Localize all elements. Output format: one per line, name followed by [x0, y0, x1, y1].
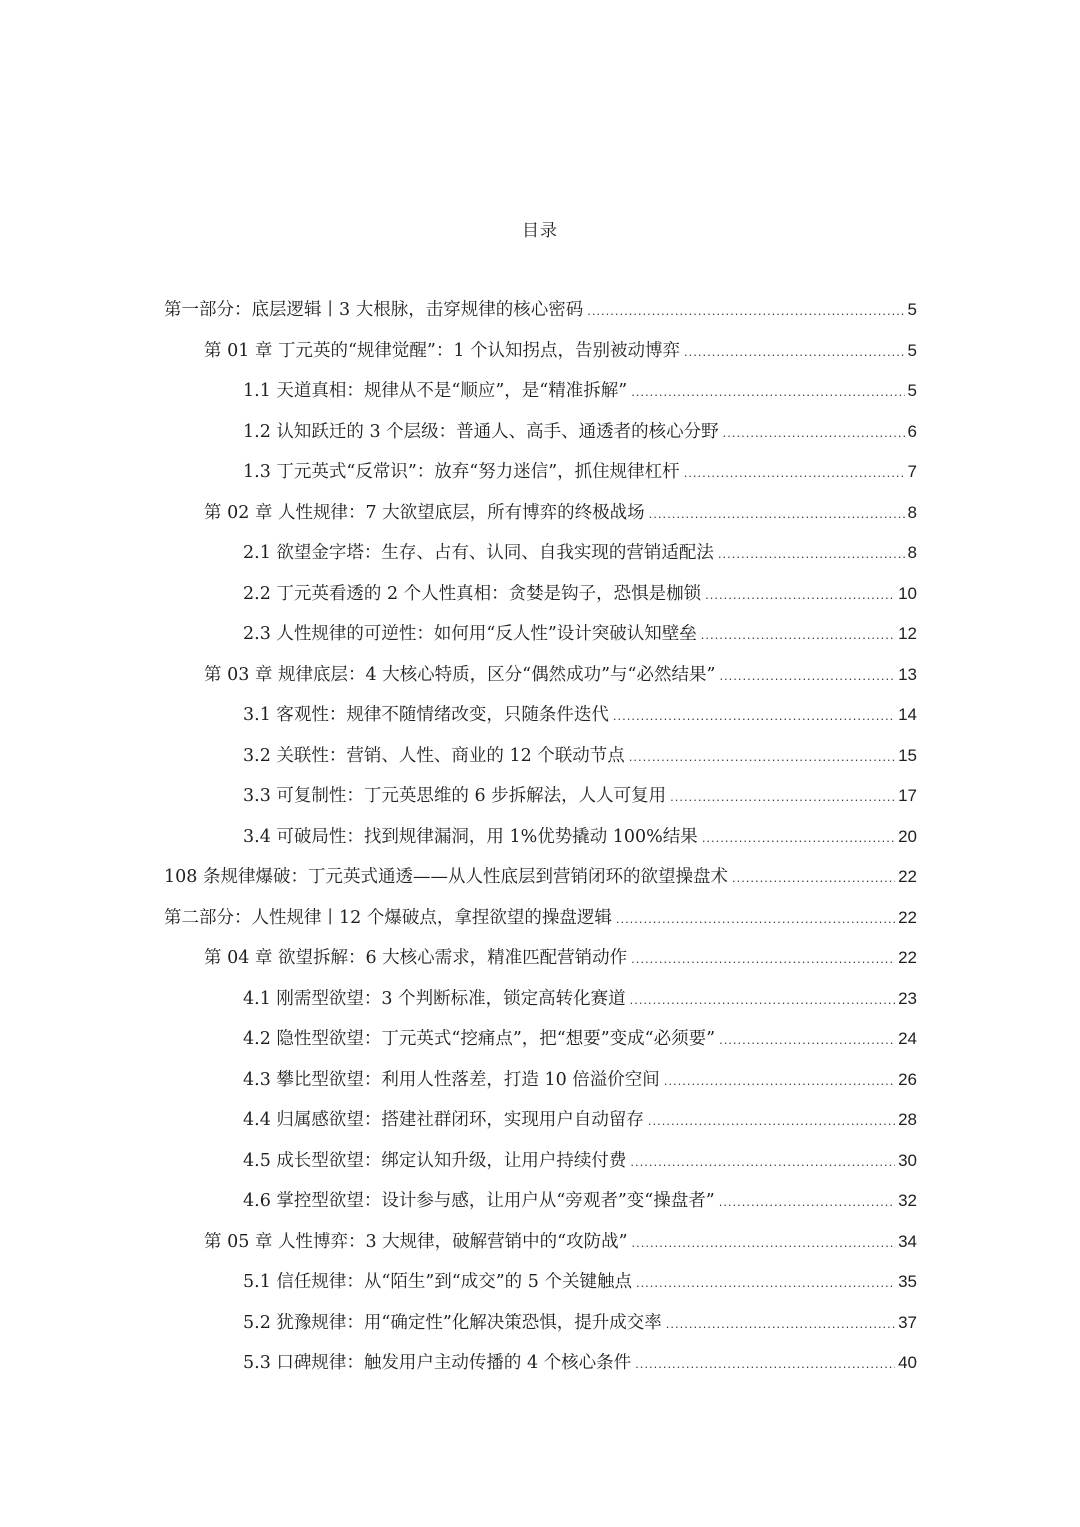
toc-entry-title: 4.3 攀比型欲望：利用人性落差，打造 10 倍溢价空间 — [243, 1069, 660, 1090]
toc-entry[interactable] — [164, 1100, 917, 1141]
toc-page-number: 35 — [898, 1272, 917, 1291]
toc-entry-title: 4.6 掌控型欲望：设计参与感，让用户从“旁观者”变“操盘者” — [243, 1191, 715, 1211]
toc-entry-title: 第 04 章 欲望拆解：6 大核心需求，精准匹配营销动作 — [204, 948, 628, 968]
toc-page-number: 28 — [898, 1110, 917, 1129]
toc-page-number: 37 — [898, 1312, 917, 1332]
toc-page-number: 32 — [898, 1191, 917, 1210]
dot-leader — [649, 494, 905, 534]
toc-page-number: 22 — [898, 907, 917, 927]
toc-entry-title: 5.2 犹豫规律：用“确定性”化解决策恐惧，提升成交率 — [243, 1312, 662, 1333]
toc-page-number: 8 — [907, 502, 917, 522]
toc-entry[interactable] — [164, 1222, 917, 1263]
toc-entry-title: 1.2 认知跃迁的 3 个层级：普通人、高手、通透者的核心分野 — [243, 421, 719, 442]
toc-entry-title: 第 05 章 人性博弈：3 大规律，破解营销中的“攻防战” — [204, 1231, 628, 1252]
dot-leader — [701, 615, 895, 655]
toc-entry[interactable] — [164, 331, 917, 372]
toc-entry-title: 第 01 章 丁元英的“规律觉醒”：1 个认知拐点，告别被动博弈 — [204, 340, 681, 361]
toc-entry-title: 2.2 丁元英看透的 2 个人性真相：贪婪是钩子，恐惧是枷锁 — [243, 583, 702, 604]
dot-leader — [587, 291, 904, 331]
toc-entry-title: 4.4 归属感欲望：搭建社群闭环，实现用户自动留存 — [243, 1110, 644, 1130]
toc-page-number: 5 — [907, 340, 917, 360]
toc-page-number: 20 — [898, 826, 917, 846]
dot-leader — [719, 656, 895, 696]
toc-entry-title: 3.1 客观性：规律不随情绪改变，只随条件迭代 — [243, 705, 609, 725]
toc-entry[interactable] — [164, 493, 917, 534]
toc-entry[interactable] — [164, 736, 917, 777]
toc-entry-title: 4.1 刚需型欲望：3 个判断标准，锁定高转化赛道 — [243, 988, 626, 1009]
toc-entry[interactable] — [164, 533, 917, 574]
toc-page-number: 13 — [898, 664, 917, 684]
dot-leader — [719, 1182, 895, 1222]
toc-entry[interactable] — [164, 614, 917, 655]
toc-page-number: 40 — [898, 1353, 917, 1372]
toc-entry[interactable] — [164, 695, 917, 736]
dot-leader — [670, 777, 895, 817]
dot-leader — [613, 696, 895, 736]
toc-entry-title: 4.5 成长型欲望：绑定认知升级，让用户持续付费 — [243, 1150, 627, 1171]
dot-leader — [631, 372, 904, 412]
toc-page-number: 12 — [898, 624, 917, 643]
toc-entry[interactable] — [164, 938, 917, 979]
toc-entry-title: 3.2 关联性：营销、人性、商业的 12 个联动节点 — [243, 745, 625, 766]
toc-entry-title: 2.3 人性规律的可逆性：如何用“反人性”设计突破认知壁垒 — [243, 624, 697, 644]
toc-entry[interactable] — [164, 1181, 917, 1222]
dot-leader — [630, 980, 895, 1020]
toc-title: 目录 — [522, 221, 558, 241]
toc-entry[interactable] — [164, 979, 917, 1020]
toc-page-number: 34 — [898, 1231, 917, 1251]
dot-leader — [648, 1101, 895, 1141]
toc-page-number: 10 — [898, 583, 917, 603]
toc-page-number: 23 — [898, 988, 917, 1008]
toc-entry[interactable] — [164, 452, 917, 493]
toc-entry-title: 4.2 隐性型欲望：丁元英式“挖痛点”，把“想要”变成“必须要” — [243, 1029, 716, 1049]
toc-entry[interactable] — [164, 574, 917, 615]
toc-entry-title: 3.4 可破局性：找到规律漏洞，用 1%优势撬动 100%结果 — [243, 826, 698, 847]
toc-entry-title: 第 02 章 人性规律：7 大欲望底层，所有博弈的终极战场 — [204, 502, 645, 523]
toc-page-number: 6 — [907, 421, 917, 441]
toc-entry-title: 第一部分：底层逻辑丨3 大根脉，击穿规律的核心密码 — [164, 300, 584, 320]
toc-entry[interactable] — [164, 776, 917, 817]
dot-leader — [723, 413, 905, 453]
toc-entry[interactable] — [164, 1303, 917, 1344]
toc-page-number: 26 — [898, 1069, 917, 1089]
toc-page-number: 24 — [898, 1029, 917, 1048]
dot-leader — [684, 332, 904, 372]
toc-page-number: 17 — [898, 786, 917, 805]
toc-entry[interactable] — [164, 1019, 917, 1060]
toc-entry[interactable] — [164, 898, 917, 939]
dot-leader — [635, 1344, 895, 1384]
toc-entry[interactable] — [164, 412, 917, 453]
dot-leader — [705, 575, 895, 615]
toc-entry-title: 5.3 口碑规律：触发用户主动传播的 4 个核心条件 — [243, 1353, 632, 1373]
toc-entry[interactable] — [164, 290, 917, 331]
dot-leader — [631, 939, 895, 979]
table-of-contents — [164, 290, 917, 1384]
toc-page-number: 22 — [898, 867, 917, 886]
toc-page-number: 15 — [898, 745, 917, 765]
toc-entry-title: 2.1 欲望金字塔：生存、占有、认同、自我实现的营销适配法 — [243, 543, 714, 563]
toc-entry-title: 第 03 章 规律底层：4 大核心特质，区分“偶然成功”与“必然结果” — [204, 664, 716, 685]
toc-entry[interactable] — [164, 1262, 917, 1303]
dot-leader — [629, 737, 895, 777]
toc-page-number: 7 — [907, 462, 917, 481]
toc-entry[interactable] — [164, 857, 917, 898]
toc-entry-title: 1.3 丁元英式“反常识”：放弃“努力迷信”，抓住规律杠杆 — [243, 462, 680, 482]
dot-leader — [616, 899, 895, 939]
dot-leader — [636, 1263, 895, 1303]
toc-page-number: 5 — [907, 300, 917, 319]
toc-entry[interactable] — [164, 1343, 917, 1384]
toc-entry[interactable] — [164, 371, 917, 412]
dot-leader — [684, 453, 905, 493]
toc-page-number: 14 — [898, 705, 917, 724]
toc-entry[interactable] — [164, 655, 917, 696]
toc-page-number: 22 — [898, 948, 917, 967]
dot-leader — [630, 1142, 895, 1182]
dot-leader — [732, 858, 895, 898]
toc-page-number: 8 — [907, 543, 917, 562]
toc-entry-title: 1.1 天道真相：规律从不是“顺应”，是“精准拆解” — [243, 381, 628, 401]
toc-entry-title: 5.1 信任规律：从“陌生”到“成交”的 5 个关键触点 — [243, 1272, 632, 1292]
toc-page-number: 5 — [907, 381, 917, 400]
dot-leader — [666, 1304, 895, 1344]
dot-leader — [719, 1020, 895, 1060]
dot-leader — [718, 534, 905, 574]
dot-leader — [632, 1223, 896, 1263]
toc-entry[interactable] — [164, 1060, 917, 1101]
toc-entry-title: 第二部分：人性规律丨12 个爆破点，拿捏欲望的操盘逻辑 — [164, 907, 612, 928]
toc-entry[interactable] — [164, 817, 917, 858]
toc-page-number: 30 — [898, 1150, 917, 1170]
dot-leader — [664, 1061, 895, 1101]
toc-entry[interactable] — [164, 1141, 917, 1182]
toc-entry-title: 3.3 可复制性：丁元英思维的 6 步拆解法，人人可复用 — [243, 786, 667, 806]
toc-entry-title: 108 条规律爆破：丁元英式通透——从人性底层到营销闭环的欲望操盘术 — [164, 867, 728, 887]
dot-leader — [702, 818, 895, 858]
